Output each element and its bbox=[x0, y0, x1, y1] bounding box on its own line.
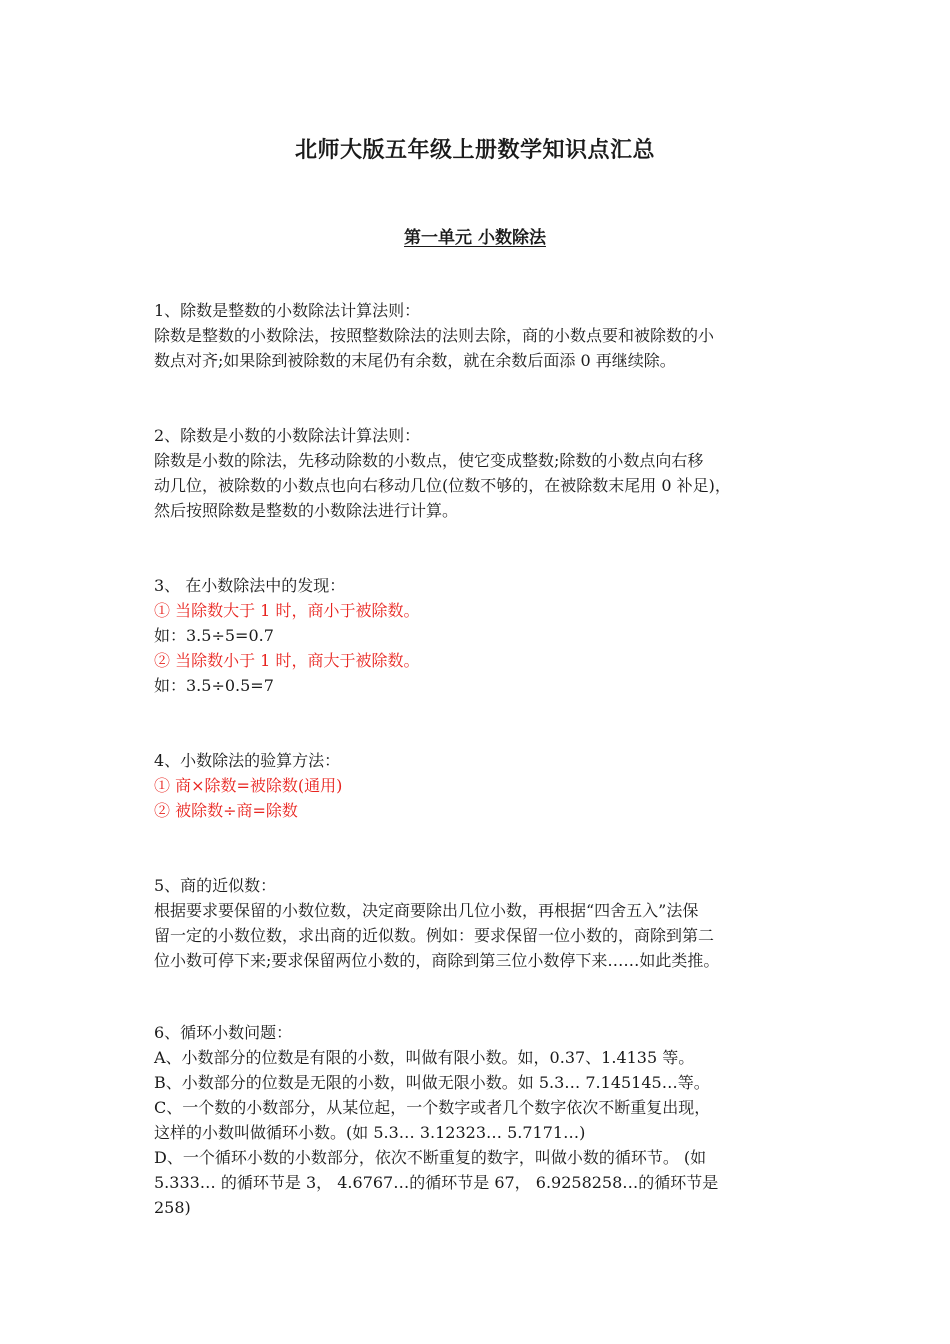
paragraph-line: 5.333… 的循环节是 3， 4.6767…的循环节是 67， 6.9258258…的循环节是 bbox=[154, 1173, 719, 1192]
example-line: 如：3.5÷5=0.7 bbox=[154, 626, 274, 645]
paragraph-line: 根据要求要保留的小数位数，决定商要除出几位小数，再根据“四舍五入”法保 bbox=[154, 901, 699, 920]
finding-rule: ① 当除数大于 1 时，商小于被除数。 bbox=[154, 601, 420, 620]
section-3 bbox=[154, 573, 804, 698]
check-method: ① 商×除数=被除数(通用) bbox=[154, 776, 343, 795]
paragraph-line: 258) bbox=[154, 1198, 191, 1217]
paragraph-line: 留一定的小数位数，求出商的近似数。例如：要求保留一位小数的，商除到第二 bbox=[154, 926, 715, 945]
paragraph-line: 除数是小数的除法，先移动除数的小数点，使它变成整数;除数的小数点向右移 bbox=[154, 451, 704, 470]
section-heading: 1、除数是整数的小数除法计算法则： bbox=[154, 301, 421, 320]
section-heading: 5、商的近似数： bbox=[154, 876, 277, 895]
page-title: 北师大版五年级上册数学知识点汇总 bbox=[294, 138, 655, 163]
paragraph-line: 数点对齐;如果除到被除数的末尾仍有余数，就在余数后面添 0 再继续除。 bbox=[154, 351, 676, 370]
section-heading: 4、小数除法的验算方法： bbox=[154, 751, 341, 770]
section-6 bbox=[154, 1020, 804, 1220]
section-2 bbox=[154, 423, 804, 523]
paragraph-line: C、一个数的小数部分，从某位起，一个数字或者几个数字依次不断重复出现， bbox=[154, 1098, 711, 1117]
paragraph-line: 然后按照除数是整数的小数除法进行计算。 bbox=[154, 501, 459, 520]
paragraph-line: 动几位，被除数的小数点也向右移动几位(位数不够的，在被除数末尾用 0 补足)， bbox=[154, 476, 731, 495]
section-heading: 3、 在小数除法中的发现： bbox=[154, 576, 346, 595]
section-4 bbox=[154, 748, 804, 823]
paragraph-line: 这样的小数叫做循环小数。(如 5.3… 3.12323… 5.7171…) bbox=[154, 1123, 586, 1142]
section-5 bbox=[154, 873, 804, 973]
check-method: ② 被除数÷商=除数 bbox=[154, 801, 298, 820]
section-1 bbox=[154, 298, 804, 373]
section-heading: 6、循环小数问题： bbox=[154, 1023, 293, 1042]
example-line: 如：3.5÷0.5=7 bbox=[154, 676, 274, 695]
paragraph-line: B、小数部分的位数是无限的小数，叫做无限小数。如 5.3… 7.145145…等。 bbox=[154, 1073, 710, 1092]
unit-heading bbox=[0, 226, 950, 250]
finding-rule: ② 当除数小于 1 时，商大于被除数。 bbox=[154, 651, 420, 670]
paragraph-line: 位小数可停下来;要求保留两位小数的，商除到第三位小数停下来……如此类推。 bbox=[154, 951, 720, 970]
paragraph-line: D、一个循环小数的小数部分，依次不断重复的数字，叫做小数的循环节。 (如 bbox=[154, 1148, 707, 1167]
paragraph-line: A、小数部分的位数是有限的小数，叫做有限小数。如，0.37、1.4135 等。 bbox=[154, 1048, 695, 1067]
unit-heading-text: 第一单元 小数除法 bbox=[404, 228, 546, 248]
section-heading: 2、除数是小数的小数除法计算法则： bbox=[154, 426, 421, 445]
paragraph-line: 除数是整数的小数除法，按照整数除法的法则去除，商的小数点要和被除数的小 bbox=[154, 326, 715, 345]
